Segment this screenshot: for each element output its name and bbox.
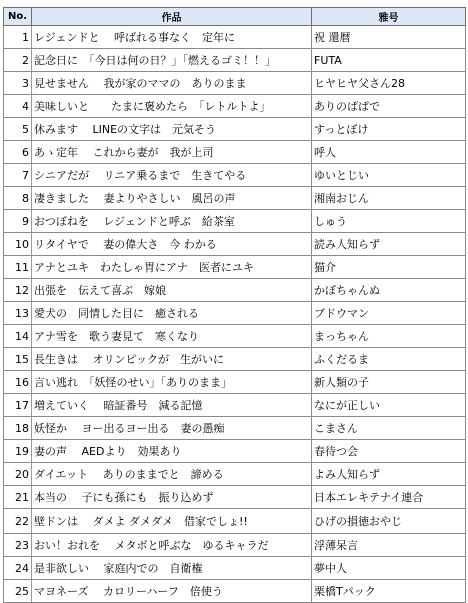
senryu-text: おつぼねを レジェンドと呼ぶ 給茶室 (32, 210, 312, 233)
senryu-text: 妻の声 AEDより 効果あり (32, 440, 312, 463)
row-number: 4 (4, 95, 32, 118)
senryu-text: 妖怪か ヨー出るヨー出る 妻の愚痴 (32, 417, 312, 440)
pen-name: しゅう (312, 210, 466, 233)
table-row (4, 256, 466, 279)
row-number: 23 (4, 534, 32, 557)
pen-name: FUTA (312, 49, 466, 72)
pen-name: 春待つ会 (312, 440, 466, 463)
senryu-text: レジェンドと 呼ばれる事なく 定年に (32, 26, 312, 49)
row-number: 6 (4, 141, 32, 164)
table-row (4, 118, 466, 141)
row-number: 11 (4, 256, 32, 279)
pen-name: ひげの損徳おやじ (312, 509, 466, 534)
table-row (4, 557, 466, 580)
header-pen-name: 雅号 (312, 8, 466, 26)
senryu-text: 増えていく 暗証番号 減る記憶 (32, 394, 312, 417)
row-number: 21 (4, 486, 32, 509)
senryu-text: 言い逃れ 「妖怪のせい」「ありのまま」 (32, 371, 312, 394)
table-row (4, 164, 466, 187)
row-number: 25 (4, 580, 32, 603)
pen-name: 夢中人 (312, 557, 466, 580)
table-row (4, 440, 466, 463)
table-row (4, 580, 466, 603)
table-row (4, 371, 466, 394)
senryu-text: 出張を 伝えて喜ぶ 嫁娘 (32, 279, 312, 302)
header-row (4, 8, 466, 26)
pen-name: すっとぼけ (312, 118, 466, 141)
table-row (4, 49, 466, 72)
row-number: 22 (4, 509, 32, 534)
pen-name: 読み人知らず (312, 233, 466, 256)
row-number: 13 (4, 302, 32, 325)
senryu-text: 長生きは オリンピックが 生がいに (32, 348, 312, 371)
pen-name: ありのぱぱで (312, 95, 466, 118)
table-row (4, 26, 466, 49)
row-number: 10 (4, 233, 32, 256)
senryu-text: 凄きました 妻よりやさしい 風呂の声 (32, 187, 312, 210)
senryu-text: 是非欲しい 家庭内での 自衛権 (32, 557, 312, 580)
senryu-text: マヨネーズ カロリーハーフ 倍使う (32, 580, 312, 603)
pen-name: こまさん (312, 417, 466, 440)
pen-name: 浮薄呆言 (312, 534, 466, 557)
row-number: 1 (4, 26, 32, 49)
row-number: 16 (4, 371, 32, 394)
senryu-text: アナ雪を 歌う妻見て 寒くなり (32, 325, 312, 348)
table-row (4, 72, 466, 95)
senryu-text: 愛犬の 同情した目に 癒される (32, 302, 312, 325)
row-number: 9 (4, 210, 32, 233)
table-row (4, 417, 466, 440)
senryu-text: 美味しいと たまに褒めたら 「レトルトよ」 (32, 95, 312, 118)
senryu-text: あゝ定年 これから妻が 我が上司 (32, 141, 312, 164)
table-row (4, 95, 466, 118)
entries-body (4, 26, 466, 603)
table-row (4, 210, 466, 233)
senryu-text: アナとユキ わたしゃ胃にアナ 医者にユキ (32, 256, 312, 279)
pen-name: なにが正しい (312, 394, 466, 417)
table-row (4, 486, 466, 509)
pen-name: 湘南おじん (312, 187, 466, 210)
row-number: 17 (4, 394, 32, 417)
row-number: 12 (4, 279, 32, 302)
table-row (4, 509, 466, 534)
pen-name: まっちゃん (312, 325, 466, 348)
row-number: 18 (4, 417, 32, 440)
row-number: 19 (4, 440, 32, 463)
pen-name: ゆいとじい (312, 164, 466, 187)
senryu-text: ダイエット ありのままでと 諦める (32, 463, 312, 486)
entries-table (3, 7, 466, 603)
row-number: 8 (4, 187, 32, 210)
row-number: 14 (4, 325, 32, 348)
row-number: 7 (4, 164, 32, 187)
row-number: 15 (4, 348, 32, 371)
senryu-text: 本当の 子にも孫にも 振り込めず (32, 486, 312, 509)
header-work: 作品 (32, 8, 312, 26)
senryu-text: 壁ドンは ダメよ ダメダメ 借家でしょ!! (32, 509, 312, 534)
table-row (4, 187, 466, 210)
table-row (4, 394, 466, 417)
header-no: No. (4, 8, 32, 26)
row-number: 20 (4, 463, 32, 486)
table-row (4, 141, 466, 164)
pen-name: ブドウマン (312, 302, 466, 325)
pen-name: 日本エレキテナイ連合 (312, 486, 466, 509)
senryu-text: リタイヤで 妻の偉大さ 今 わかる (32, 233, 312, 256)
row-number: 3 (4, 72, 32, 95)
row-number: 2 (4, 49, 32, 72)
row-number: 24 (4, 557, 32, 580)
senryu-text: 記念日に 「今日は何の日？」「燃えるゴミ！！」 (32, 49, 312, 72)
table-row (4, 233, 466, 256)
pen-name: 栗橋Tパック (312, 580, 466, 603)
table-row (4, 325, 466, 348)
pen-name: 猫介 (312, 256, 466, 279)
table-row (4, 348, 466, 371)
pen-name: ヒヤヒヤ父さん28 (312, 72, 466, 95)
table-row (4, 534, 466, 557)
row-number: 5 (4, 118, 32, 141)
senryu-text: 休みます LINEの文字は 元気そう (32, 118, 312, 141)
pen-name: かぼちゃんぬ (312, 279, 466, 302)
table-row (4, 463, 466, 486)
senryu-text: 見せません 我が家のママの ありのまま (32, 72, 312, 95)
pen-name: 新人類の子 (312, 371, 466, 394)
table-row (4, 279, 466, 302)
pen-name: よみ人知らず (312, 463, 466, 486)
senryu-text: おい！おれを メタボと呼ぶな ゆるキャラだ (32, 534, 312, 557)
table-row (4, 302, 466, 325)
pen-name: 祝 還暦 (312, 26, 466, 49)
pen-name: 呼人 (312, 141, 466, 164)
pen-name: ふくだるま (312, 348, 466, 371)
senryu-text: シニアだが リニア乗るまで 生きてやる (32, 164, 312, 187)
